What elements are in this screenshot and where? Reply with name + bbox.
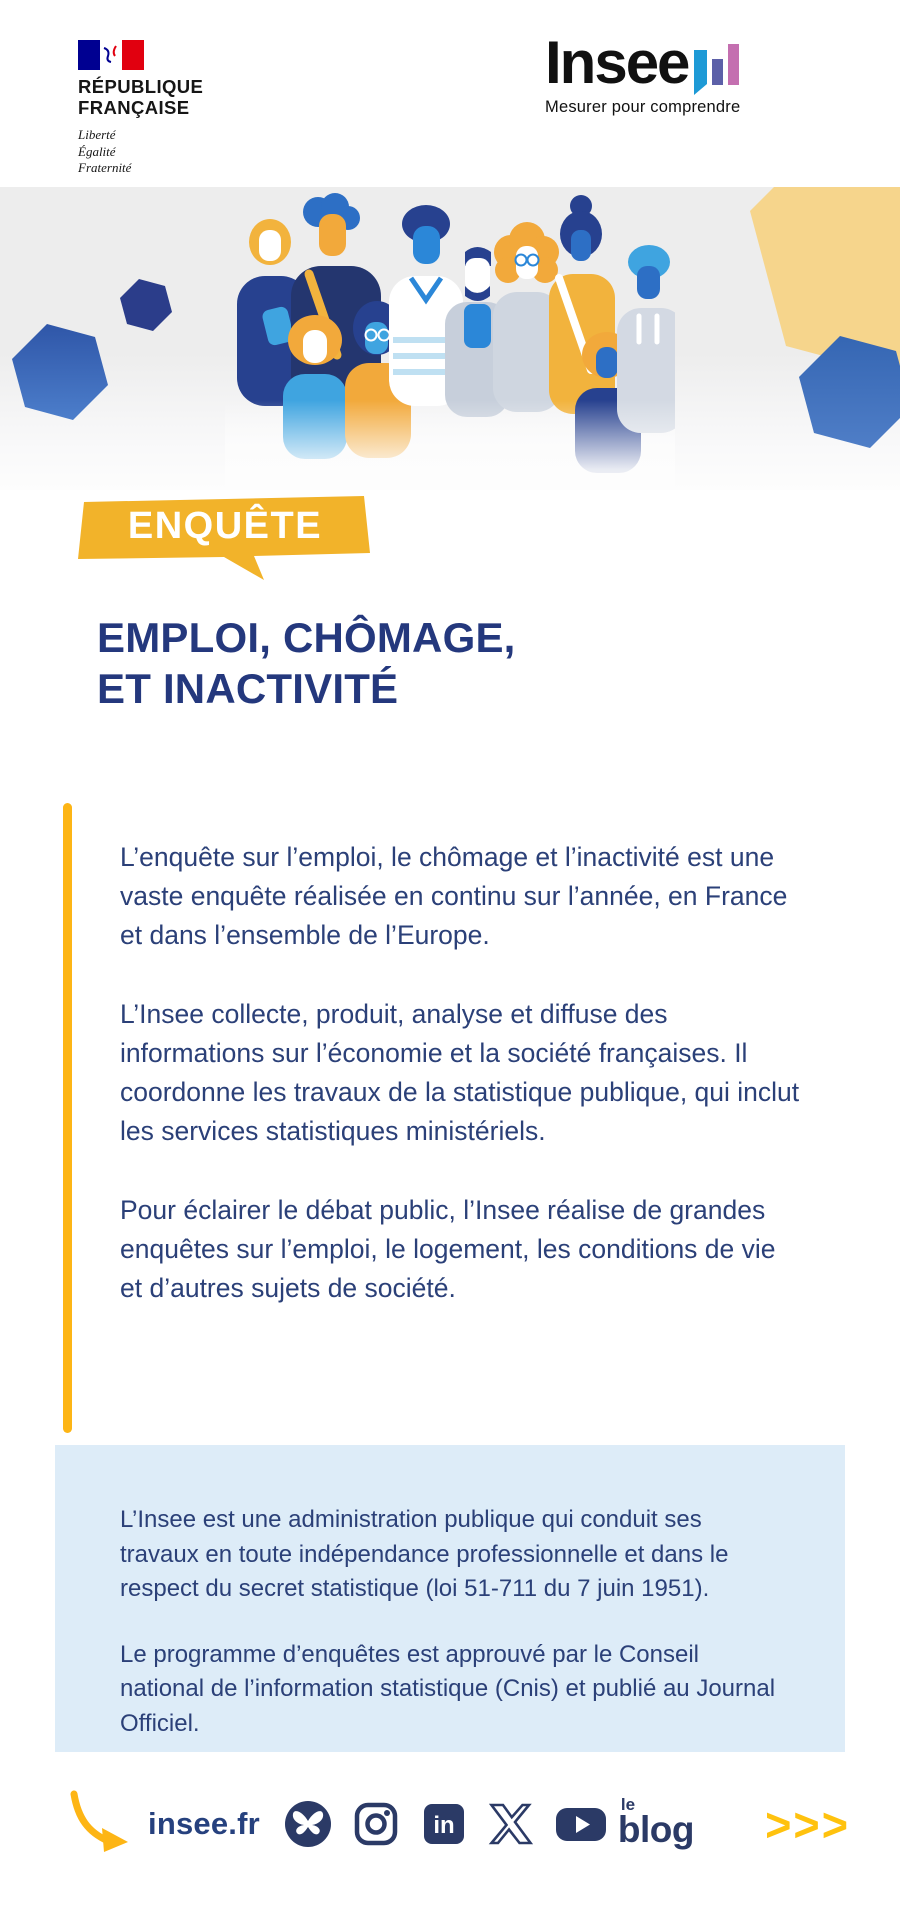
youtube-icon[interactable]: [554, 1800, 608, 1848]
republique-francaise-logo: [78, 40, 203, 177]
rf-wordmark-line1: RÉPUBLIQUE: [78, 76, 204, 97]
le-blog-logo[interactable]: [617, 1794, 694, 1850]
social-icons: [284, 1800, 608, 1848]
intro-paragraph-2: L’Insee collecte, produit, analyse et diffuse des informations sur l’économie et la société françaises. Il coordonne les travaux de la statistique publique, qui inclut les services statistiques ministériels.: [120, 999, 800, 1146]
people-illustration: [225, 190, 675, 490]
banner: [0, 187, 900, 490]
insee-fr-link[interactable]: insee.fr: [148, 1806, 260, 1841]
badge-label: ENQUÊTE: [127, 505, 323, 547]
enquete-badge: [78, 496, 370, 582]
le-blog-word: blog: [617, 1808, 694, 1850]
page-title: [97, 612, 516, 714]
insee-wordmark: Insee: [545, 29, 689, 96]
legal-info-box: [55, 1445, 845, 1752]
svg-text:in: in: [433, 1812, 455, 1839]
rf-motto-fraternite: Fraternité: [78, 160, 132, 175]
french-flag-icon: [78, 40, 144, 70]
title-line2: ET INACTIVITÉ: [97, 665, 399, 712]
yellow-accent-bar: [63, 803, 72, 1433]
intro-paragraph-1: L’enquête sur l’emploi, le chômage et l’inactivité est une vaste enquête réalisée en continu sur l’année, en France et dans l’ensemble de l’Europe.: [120, 842, 788, 950]
chevrons-more: >>>: [765, 1797, 850, 1851]
rf-wordmark: [78, 76, 203, 118]
insee-logo: [545, 29, 742, 117]
rf-wordmark-line2: FRANÇAISE: [78, 97, 190, 118]
blue-hexagon-left: [12, 324, 108, 420]
x-icon[interactable]: [488, 1801, 534, 1847]
navy-hexagon: [120, 279, 172, 331]
bluesky-icon[interactable]: [284, 1800, 332, 1848]
insee-tagline: Mesurer pour comprendre: [545, 98, 741, 116]
intro-text: [120, 838, 800, 1348]
rf-motto-egalite: Égalité: [78, 143, 116, 159]
instagram-icon[interactable]: [352, 1800, 400, 1848]
title-line1: EMPLOI, CHÔMAGE,: [97, 614, 516, 661]
intro-paragraph-3: Pour éclairer le débat public, l’Insee réalise de grandes enquêtes sur l’emploi, le logement, les conditions de vie et d’autres sujets de société.: [120, 1195, 776, 1303]
info-paragraph-1: L’Insee est une administration publique qui conduit ses travaux en toute indépendance professionnelle et dans le respect du secret statistique (loi 51-711 du 7 juin 1951).: [120, 1506, 729, 1602]
info-paragraph-2: Le programme d’enquêtes est approuvé par le Conseil national de l’information statistique (Cnis) et publié au Journal Officiel.: [120, 1640, 776, 1737]
insee-bars-icon: [692, 38, 742, 96]
rf-motto-liberte: Liberté: [78, 127, 116, 142]
linkedin-icon[interactable]: [420, 1800, 468, 1848]
footer: [60, 1786, 850, 1862]
header: [0, 0, 900, 187]
rf-motto: [78, 127, 203, 177]
curved-arrow-icon: [60, 1790, 134, 1858]
le-blog-le: le: [620, 1794, 636, 1814]
